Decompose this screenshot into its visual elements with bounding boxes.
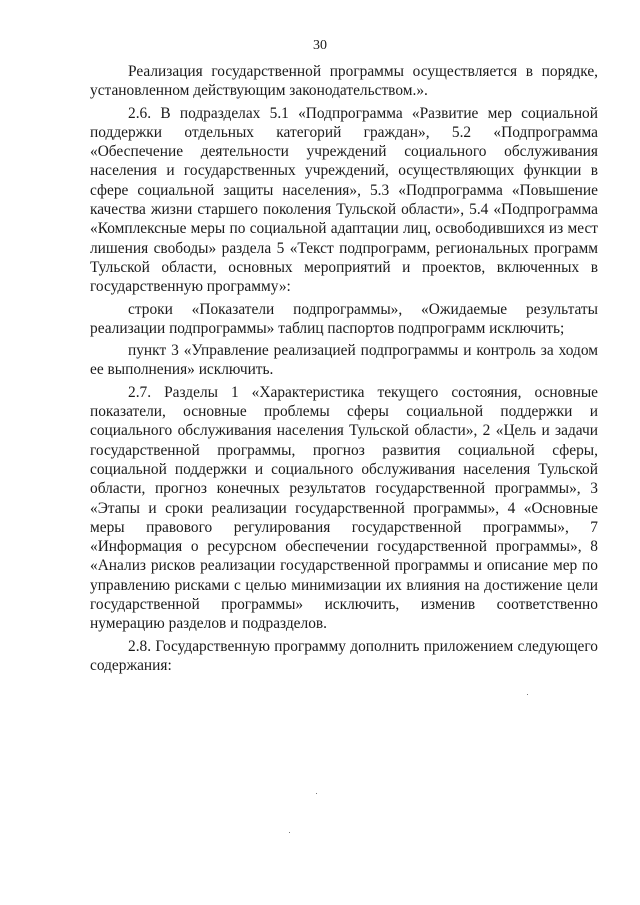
paragraph-2-6: 2.6. В подразделах 5.1 «Подпрограмма «Развитие мер социальной поддержки отдельных категорий граждан», 5.2 «Подпрограмма «Обеспечение деятельности учреждений социального обслуживания населения и государственных учреждений, осуществляющих функции в сфере социальной защиты населения», 5.3 «Подпрограмма «Повышение качества жизни старшего поколения Тульской области», 5.4 «Подпрограмма «Комплексные меры по социальной адаптации лиц, освободившихся из мест лишения свободы» раздела 5 «Текст подпрограмм, региональных программ Тульской области, основных мероприятий и проектов, включенных в государственную программу»:	[90, 104, 598, 296]
scan-speck	[289, 832, 290, 833]
page-number: 30	[313, 38, 327, 53]
scan-speck	[316, 793, 317, 794]
paragraph-2-7: 2.7. Разделы 1 «Характеристика текущего состояния, основные показатели, основные проблемы сферы социальной поддержки и социального обслуживания населения Тульской области», 2 «Цель и задачи государственной программы, прогноз развития социальной сферы, социальной поддержки и социального обслуживания населения Тульской области, прогноз конечных результатов государственной программы», 3 «Этапы и сроки реализации государственной программы», 4 «Основные меры правового регулирования государственной программы», 7 «Информация о ресурсном обеспечении государственной программы», 8 «Анализ рисков реализации государственной программы и описание мер по управлению рисками с целью минимизации их влияния на достижение цели государственной программы» исключить, изменив соответственно нумерацию разделов и подразделов.	[90, 383, 598, 633]
document-body	[90, 62, 598, 675]
paragraph-rows-exclusion: строки «Показатели подпрограммы», «Ожидаемые результаты реализации подпрограммы» таблиц паспортов подпрограмм исключить;	[90, 300, 598, 337]
paragraph-item-3-exclusion: пункт 3 «Управление реализацией подпрограммы и контроль за ходом ее выполнения» исключить.	[90, 342, 598, 379]
paragraph-2-8: 2.8. Государственную программу дополнить приложением следующего содержания:	[90, 637, 598, 674]
paragraph-implementation-order: Реализация государственной программы осуществляется в порядке, установленном действующим законодательством.».	[90, 63, 598, 100]
scan-speck	[527, 694, 528, 695]
